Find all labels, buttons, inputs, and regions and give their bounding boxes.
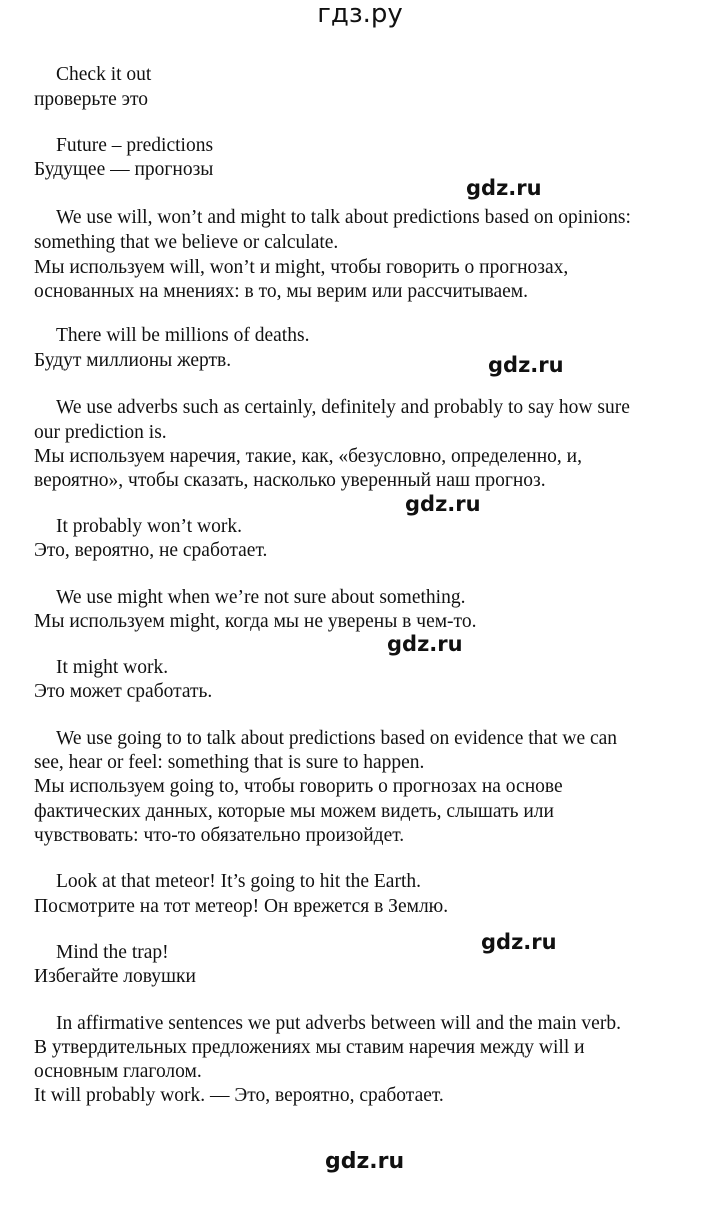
paragraph-line: We use will, won’t and might to talk about predictions based on opinions: [56,207,631,228]
heading-future-predictions-translation: Будущее — прогнозы [34,159,214,180]
paragraph-line: В утвердительных предложениях мы ставим наречия между will и [34,1037,585,1058]
paragraph-line: In affirmative sentences we put adverbs between will and the main verb. [56,1013,621,1034]
paragraph-line: Мы используем might, когда мы не уверены в чем-то. [34,611,477,632]
heading-mind-the-trap: Mind the trap! [56,942,169,963]
paragraph-line: вероятно», чтобы сказать, насколько уверенный наш прогноз. [34,470,546,491]
paragraph-line: фактических данных, которые мы можем видеть, слышать или [34,801,554,822]
watermark: gdz.ru [325,1149,405,1174]
watermark: gdz.ru [481,930,557,954]
paragraph-line: our prediction is. [34,422,167,443]
watermark: gdz.ru [405,492,481,516]
watermark: gdz.ru [466,176,542,200]
heading-check-it-out: Check it out [56,64,152,85]
example-translation: Будут миллионы жертв. [34,350,232,371]
paragraph-line: We use adverbs such as certainly, definitely and probably to say how sure [56,397,630,418]
watermark: gdz.ru [488,353,564,377]
heading-check-it-out-translation: проверьте это [34,89,149,110]
paragraph-line: Мы используем will, won’t и might, чтобы говорить о прогнозах, [34,257,569,278]
paragraph-line: see, hear or feel: something that is sure to happen. [34,752,425,773]
paragraph-line: основанных на мнениях: в то, мы верим или рассчитываем. [34,281,529,302]
paragraph-line: We use going to to talk about predictions based on evidence that we can [56,728,618,749]
example-translation: Это, вероятно, не сработает. [34,540,268,561]
paragraph-line: Мы используем going to, чтобы говорить о прогнозах на основе [34,776,563,797]
heading-future-predictions: Future – predictions [56,135,214,156]
paragraph-line: основным глаголом. [34,1061,202,1082]
example-sentence: There will be millions of deaths. [56,325,310,346]
example-sentence: Look at that meteor! It’s going to hit the Earth. [56,871,421,892]
paragraph-line: We use might when we’re not sure about something. [56,587,466,608]
example-translation: Это может сработать. [34,681,213,702]
paragraph-line: Мы используем наречия, такие, как, «безусловно, определенно, и, [34,446,582,467]
paragraph-line: чувствовать: что-то обязательно произойдет. [34,825,405,846]
example-sentence: It might work. [56,657,169,678]
paragraph-line: something that we believe or calculate. [34,232,339,253]
example-translation: Посмотрите на тот метеор! Он врежется в Землю. [34,896,449,917]
watermark: gdz.ru [387,632,463,656]
heading-mind-the-trap-translation: Избегайте ловушки [34,966,196,987]
site-header: гдз.ру [317,0,403,29]
example-sentence: It probably won’t work. [56,516,242,537]
example-sentence: It will probably work. — Это, вероятно, сработает. [34,1085,444,1106]
